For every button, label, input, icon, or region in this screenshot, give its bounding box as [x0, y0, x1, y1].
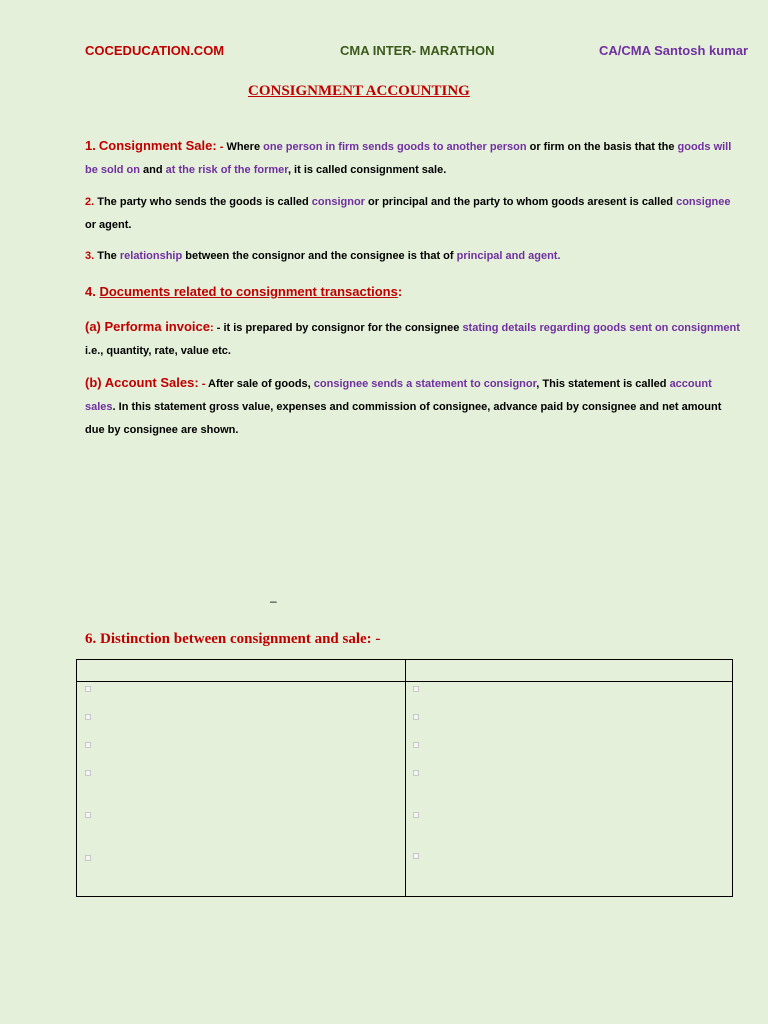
- point-documents-heading: [85, 280, 741, 303]
- placeholder-box-icon: [85, 770, 91, 776]
- placeholder-box-icon: [413, 686, 419, 692]
- highlight-span: relationship: [119, 250, 183, 262]
- highlight-span: consignor: [311, 196, 365, 208]
- point-relationship: [85, 245, 741, 268]
- point-account-sales: [85, 371, 741, 442]
- sub-heading: (a) Performa invoice: [85, 319, 210, 334]
- header-author: CA/CMA Santosh kumar: [599, 43, 749, 58]
- point-heading: Documents related to consignment transactions: [99, 284, 398, 299]
- placeholder-box-icon: [85, 855, 91, 861]
- highlight-span: consignee sends a statement to consignor: [313, 378, 537, 390]
- header-website: COCEDUCATION.COM: [85, 43, 225, 58]
- highlight-span: principal and agent.: [456, 250, 561, 262]
- text-span: or firm on the basis that the: [526, 141, 678, 153]
- text-span: or agent.: [85, 219, 132, 231]
- text-span: . In this statement gross value, expenses and commission of consignee, advance paid by consignee and net amount due by consignee are shown.: [85, 401, 722, 436]
- text-span: The party who sends the goods is called: [94, 196, 312, 208]
- placeholder-box-icon: [85, 686, 91, 692]
- colon: :: [397, 284, 403, 299]
- text-span: , it is called consignment sale.: [287, 164, 447, 176]
- point-performa-invoice: [85, 315, 741, 363]
- highlight-span: stating details regarding goods sent on consignment: [462, 322, 740, 334]
- placeholder-box-icon: [413, 853, 419, 859]
- sub-heading: (b) Account Sales:: [85, 375, 199, 390]
- text-span: After sale of goods,: [208, 378, 314, 390]
- header-course: CMA INTER- MARATHON: [340, 43, 495, 58]
- stray-dash: –: [270, 594, 277, 608]
- placeholder-box-icon: [85, 742, 91, 748]
- header-row-divider: [77, 681, 732, 682]
- text-span: - it is prepared by consignor for the consignee: [213, 322, 463, 334]
- point-number: 4.: [85, 284, 100, 299]
- distinction-heading: 6. Distinction between consignment and sale: -: [85, 631, 381, 647]
- point-consignor-consignee: [85, 191, 741, 237]
- highlight-span: consignee: [676, 196, 731, 208]
- placeholder-box-icon: [413, 714, 419, 720]
- text-span: The: [94, 250, 120, 262]
- placeholder-box-icon: [413, 770, 419, 776]
- separator: -: [216, 141, 227, 153]
- text-span: Where: [226, 141, 264, 153]
- highlight-span: account sales: [85, 378, 712, 413]
- text-span: and: [140, 164, 166, 176]
- placeholder-box-icon: [85, 714, 91, 720]
- column-divider: [405, 660, 406, 896]
- placeholder-box-icon: [413, 742, 419, 748]
- text-span: i.e., quantity, rate, value etc.: [85, 345, 231, 357]
- highlight-span: goods will be sold on: [85, 141, 732, 176]
- point-consignment-sale: [85, 134, 741, 182]
- text-span: or principal and the party to whom goods aresent is called: [364, 196, 677, 208]
- highlight-span: at the risk of the former: [165, 164, 288, 176]
- point-number: 2.: [85, 196, 95, 208]
- point-number: 1.: [85, 138, 96, 153]
- placeholder-box-icon: [85, 812, 91, 818]
- document-title: CONSIGNMENT ACCOUNTING: [248, 83, 470, 99]
- point-heading: Consignment Sale:: [98, 138, 217, 153]
- text-span: , This statement is called: [536, 378, 670, 390]
- placeholder-box-icon: [413, 812, 419, 818]
- separator: -: [198, 378, 209, 390]
- text-span: between the consignor and the consignee is that of: [182, 250, 457, 262]
- colon: :: [210, 322, 214, 334]
- point-number: 3.: [85, 250, 95, 262]
- highlight-span: one person in firm sends goods to another person: [263, 141, 527, 153]
- distinction-table: [76, 659, 733, 897]
